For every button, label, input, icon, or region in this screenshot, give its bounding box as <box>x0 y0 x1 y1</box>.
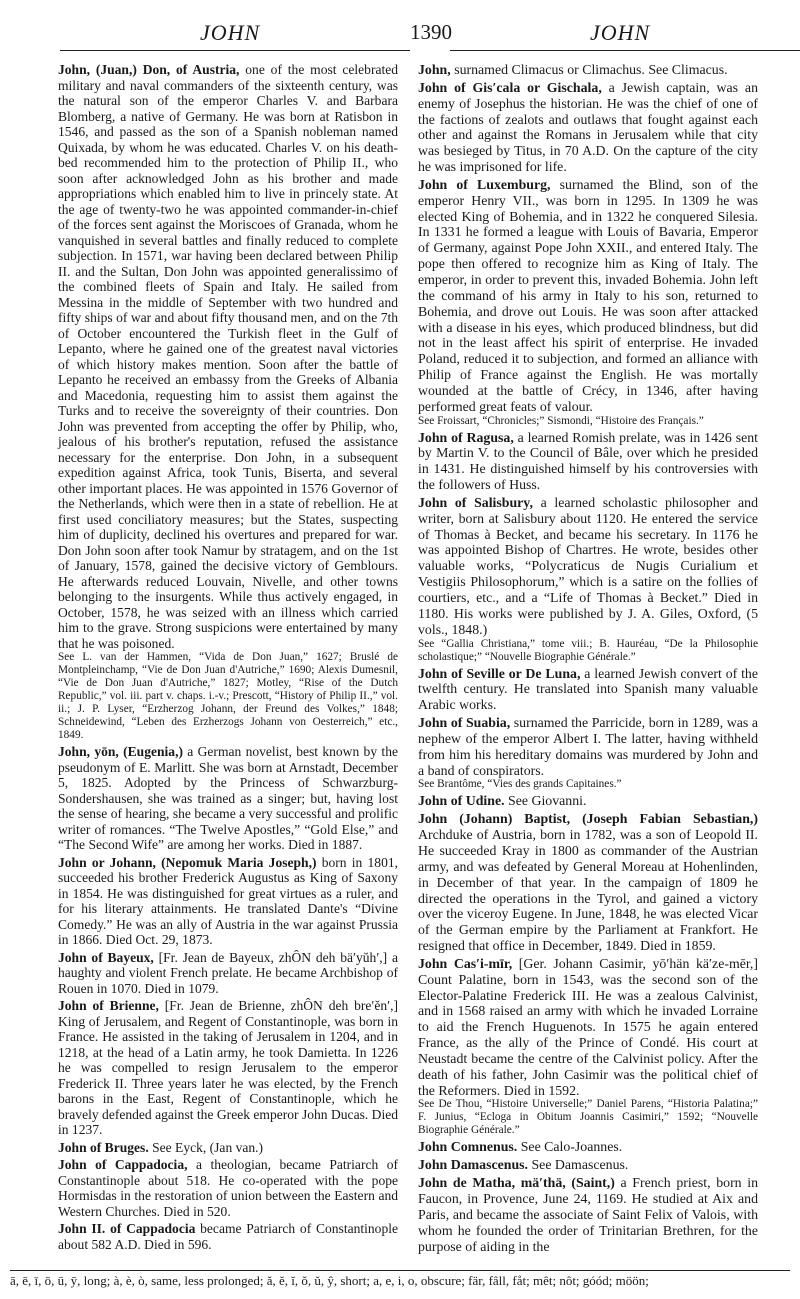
entry-headword: John of Ragusa, <box>418 429 514 445</box>
entry-text: See Eyck, (Jan van.) <box>152 1139 264 1155</box>
left-column <box>58 62 398 1254</box>
entry-headword: John of Luxemburg, <box>418 176 551 192</box>
entry-headword: John de Matha, mä′thä, (Saint,) <box>418 1175 615 1191</box>
dictionary-entry <box>418 80 758 175</box>
entry-text: one of the most celebrated military and naval commanders of the sixteenth century, was the natural son of the emperor Charles V. and Barbara Blomberg, a native of Germany. He was born at Ratisbon in 1546, and passed as the son of a Spanish nobleman named Quixada, by whom he was educated. Charles V. on his death-bed recommended him to the protection of Philip II., who soon after acknowledged John as his brother and made appropriations which enabled him to live in princely state. At the age of twenty-two he was appointed commander-in-chief of the forces sent against the Moriscoes of Granada, whom he vanquished in several battles and finally reduced to complete subjection. In 1571, war having been declared between Philip II. and the Sultan, Don John was appointed generalissimo of the combined fleets of Spain and Italy. He sailed from Messina in the middle of September with two hundred and fifty ships of war and about fifty thousand men, and on the 7th of October encountered the Turkish fleet in the Gulf of Lepanto, where he gained one of the greatest naval victories of which history makes mention. Soon after the battle of Lepanto he received an embassy from the Greeks of Albania and Macedonia, requesting him to assist them against the Turks and to receive the sovereignty of their countries. Don John was prevented from accepting the offer by Philip, who, jealous of his brother's reputation, refused the assistance necessary for the enterprise. Don John, in a subsequent expedition against Africa, took Tunis, Biserta, and several other important places. He was appointed in 1576 Governor of the Netherlands, which were then in a state of rebellion. He at first used conciliatory measures; but the States, suspecting him of duplicity, declined his overtures and prepared for war. Don John soon after took Namur by stratagem, and on the 1st of January, 1578, gained the decisive victory of Gemblours. He afterwards reduced Louvain, Nivelle, and other towns belonging to the insurgents. While thus actively engaged, in October, 1578, he was seized with an illness which carried him to the grave. Strong suspicions were entertained by many that he was poisoned. <box>58 62 399 651</box>
entry-text: See Giovanni. <box>508 793 587 809</box>
dictionary-entry <box>418 62 758 78</box>
running-head-right: JOHN <box>590 20 651 45</box>
running-head-left: JOHN <box>200 20 261 45</box>
entry-headword: John of Suabia, <box>418 715 511 731</box>
entry-references: See Froissart, “Chronicles;” Sismondi, “Histoire des Français.” <box>418 414 704 427</box>
entry-text: became Patriarch of Constantinople about 582 A.D. Died in 596. <box>58 1221 398 1252</box>
dictionary-entry <box>418 666 758 714</box>
dictionary-entry <box>418 956 758 1138</box>
dictionary-entry <box>418 430 758 493</box>
dictionary-entry <box>418 1175 758 1254</box>
entry-headword: John of Seville or De Luna, <box>418 665 581 681</box>
entry-text: a learned Romish prelate, was in 1426 sent by Martin V. to the Council of Bâle, over which he presided in 1431. He distinguished himself by his controversies with the followers of Huss. <box>418 429 758 493</box>
entry-headword: John of Brienne, <box>58 998 159 1013</box>
entry-text: surnamed Climacus or Climachus. See Climacus. <box>454 62 728 77</box>
page-number: 1390 <box>410 20 452 44</box>
dictionary-entry <box>418 1157 758 1173</box>
dictionary-entry <box>58 1157 398 1219</box>
entry-headword: John of Bruges. <box>58 1139 149 1155</box>
entry-headword: John of Salisbury, <box>418 494 533 510</box>
entry-text: born in 1801, succeeded his brother Frederick Augustus as King of Saxony in 1854. He was distinguished for great virtues as a ruler, and for his literary attainments. He translated Dante's “Divine Comedy.” He was an ally of Austria in the war against Prussia in 1866. Died Oct. 29, 1873. <box>58 854 399 947</box>
entry-headword: John of Cappadocia, <box>58 1157 188 1172</box>
entry-headword: John (Johann) Baptist, (Joseph Fabian Sebastian,) <box>418 811 758 827</box>
entry-headword: John of Bayeux, <box>58 949 154 965</box>
dictionary-entry <box>58 998 398 1138</box>
entry-text: a learned scholastic philosopher and writer, born at Salisbury about 1120. He entered the service of Thomas à Becket, and became his secretary. In 1176 he was appointed Bishop of Chartres. He wrote, besides other valuable works, “Polycraticus de Nugis Curialium et Vestigiis Philosophorum,” which is a satire on the follies of courtiers, etc., and a “Life of Thomas à Becket.” Died in 1180. His works were published by J. A. Giles, Oxford, (5 vols., 1848.) <box>418 494 759 637</box>
pronunciation-key-footer: ā, ē, ī, ō, ū, ȳ, long; à, è, ò, same, less prolonged; ă, ĕ, ĭ, ŏ, ŭ, ŷ, short; a, e, i, o, obscure; fär, fâll, fåt; mêt; nôt; góód; möön; <box>10 1270 790 1289</box>
dictionary-entry <box>58 62 398 742</box>
entry-text: [Fr. Jean de Brienne, zhÔN deh bre′ĕn′,] King of Jerusalem, and Regent of Constantinople, was born in France. He assisted in the taking of Jerusalem in 1204, and in 1218, at the head of a Latin army, he took Damietta. In 1226 he was compelled to resign Jerusalem to the emperor Frederick II. Three years later he was elected, by the French barons in the East, Regent of Constantinople, which he bravely defended against the Greek emperor John Ducas. Died in 1237. <box>58 998 399 1137</box>
entry-text: [Fr. Jean de Bayeux, zhÔN deh bä′yŭh′,] a haughty and violent French prelate. He became Archbishop of Rouen in 1070. Died in 1079. <box>58 949 398 996</box>
page-header <box>60 20 760 60</box>
entry-text: a Jewish captain, was an enemy of Josephus the historian. He was the chief of one of the factions of zealots and outlaws that fought against each other and against the Romans in Jerusalem while that city was besieged by Titus, in 70 A.D. On the capture of the city he was imprisoned for life. <box>418 79 758 175</box>
entry-text: a theologian, became Patriarch of Constantinople about 518. He co-operated with the pope Hormisdas in the restoration of union between the Eastern and Western Churches. Died in 520. <box>58 1157 398 1219</box>
entry-headword: John II. of Cappadocia <box>58 1221 196 1236</box>
dictionary-entry <box>58 744 398 853</box>
entry-text: See Calo-Joannes. <box>520 1139 623 1155</box>
dictionary-entry <box>58 1221 398 1252</box>
entry-text: surnamed the Blind, son of the emperor Henry VII., was born in 1295. In 1309 he was elected King of Bohemia, and in 1322 he conquered Silesia. In 1331 he formed a league with Louis of Bavaria, Emperor of Germany, against Pope John XXII., and entered Italy. The pope then offered to recognize him as King of Italy. The emperor, in order to prevent this, invaded Bohemia. John left the command of his army in Italy to his son, returned to Bohemia, and drove out Louis. He was soon after attacked with a disease in his eyes, which produced blindness, but did not in the least affect his spirit of enterprise. He invaded Poland, reduced it to subjection, and formed an alliance with Philip of France against the English. He was mortally wounded at the battle of Crécy, in 1346, after having performed great feats of valour. <box>418 176 758 414</box>
entry-text: See Damascenus. <box>531 1157 629 1173</box>
header-rule-right <box>450 50 800 51</box>
dictionary-entry <box>418 715 758 791</box>
header-rule-left <box>60 50 410 51</box>
entry-references: See De Thou, “Histoire Universelle;” Daniel Parens, “Historia Palatina;” F. Junius, “Ecloga in Obitum Joannis Casimiri,” 1592; “Nouvelle Biographie Générale.” <box>418 1098 758 1137</box>
dictionary-entry <box>418 177 758 428</box>
dictionary-entry <box>418 811 758 954</box>
entry-references: See Brantôme, “Vies des grands Capitaines.” <box>418 778 622 791</box>
entry-text: a learned Jewish convert of the twelfth century. He translated into Spanish many valuable Arabic works. <box>418 665 758 713</box>
dictionary-entry <box>418 495 758 664</box>
entry-references: See “Gallia Christiana,” tome viii.; B. Hauréau, “De la Philosophie scholastique;” “Nouvelle Biographie Générale.” <box>418 637 758 663</box>
entry-references: See L. van der Hammen, “Vida de Don Juan,” 1627; Bruslé de Montpleinchamp, “Vie de Don Juan d'Autriche,” 1690; Alexis Dumesnil, “Vie de Don Juan d'Autriche,” 1827; Motley, “Rise of the Dutch Republic,” vol. iii. part v. chaps. i.-v.; Prescott, “History of Philip II.,” vol. ii.; J. P. Lyser, “Erzherzog Johann, der Freund des Volkes,” 1848; Schneidewind, “Leben des Erzherzogs Johann von Oesterreich,” etc., 1849. <box>58 651 398 741</box>
entry-headword: John of Udine. <box>418 793 505 809</box>
entry-headword: John Cas′i-mīr, <box>418 955 513 971</box>
right-column <box>418 62 758 1256</box>
entry-headword: John of Gis′cala or Gischala, <box>418 79 602 95</box>
entry-text: a German novelist, best known by the pseudonym of E. Marlitt. She was born at Arnstadt, December 5, 1825. Adopted by the Princess of Schwarzburg-Sondershausen, she was trained as a singer; but, having lost the sense of hearing, she became a very successful and prolific writer of romances. “The Twelve Apostles,” “Gold Else,” and “The Second Wife” are among her works. Died in 1887. <box>58 744 398 852</box>
entry-headword: John, (Juan,) Don, of Austria, <box>58 62 240 77</box>
entry-text: a French priest, born in Faucon, in Provence, June 24, 1169. He studied at Aix and Paris, and became the associate of Saint Felix of Valois, with whom he founded the order of Trinitarian Brethren, for the purpose of aiding in the <box>418 1175 759 1254</box>
dictionary-entry <box>418 1139 758 1155</box>
entry-headword: John Damascenus. <box>418 1157 528 1173</box>
entry-text: Archduke of Austria, born in 1782, was a son of Leopold II. He succeeded Kray in 1800 as commander of the Austrian army, and was defeated by General Moreau at Hohenlinden, in December of that year. In the campaign of 1809 he directed the operations in the Tyrol, and gained a victory over the viceroy Eugene. In June, 1848, he was elected Vicar of the German empire by the Parliament at Frankfort. He resigned that office in December, 1849. Died in 1859. <box>418 827 758 954</box>
entry-headword: John, <box>418 62 451 77</box>
entry-headword: John Comnenus. <box>418 1139 518 1155</box>
dictionary-entry <box>58 950 398 997</box>
entry-text: [Ger. Johann Casimir, yō′hän kä′ze-mēr,] Count Palatine, born in 1543, was the second son of the Elector-Palatine Frederick III. He was a zealous Calvinist, and in 1568 raised an army with which he invaded Lorraine to aid the French Huguenots. In 1575 he again entered France, as the ally of the Prince of Condé. His court at Neustadt became the centre of the Calvinist policy. After the death of his father, John Casimir was the political chief of the Reformers. Died in 1592. <box>418 955 758 1098</box>
dictionary-entry <box>58 855 398 948</box>
dictionary-entry <box>58 1140 398 1156</box>
entry-headword: John or Johann, (Nepomuk Maria Joseph,) <box>58 854 317 870</box>
entry-text: surnamed the Parricide, born in 1289, was a nephew of the emperor Albert I. The latter, having withheld from him his hereditary domains was murdered by John and a band of conspirators. <box>418 715 759 778</box>
entry-headword: John, yōn, (Eugenia,) <box>58 744 183 759</box>
dictionary-entry <box>418 793 758 809</box>
